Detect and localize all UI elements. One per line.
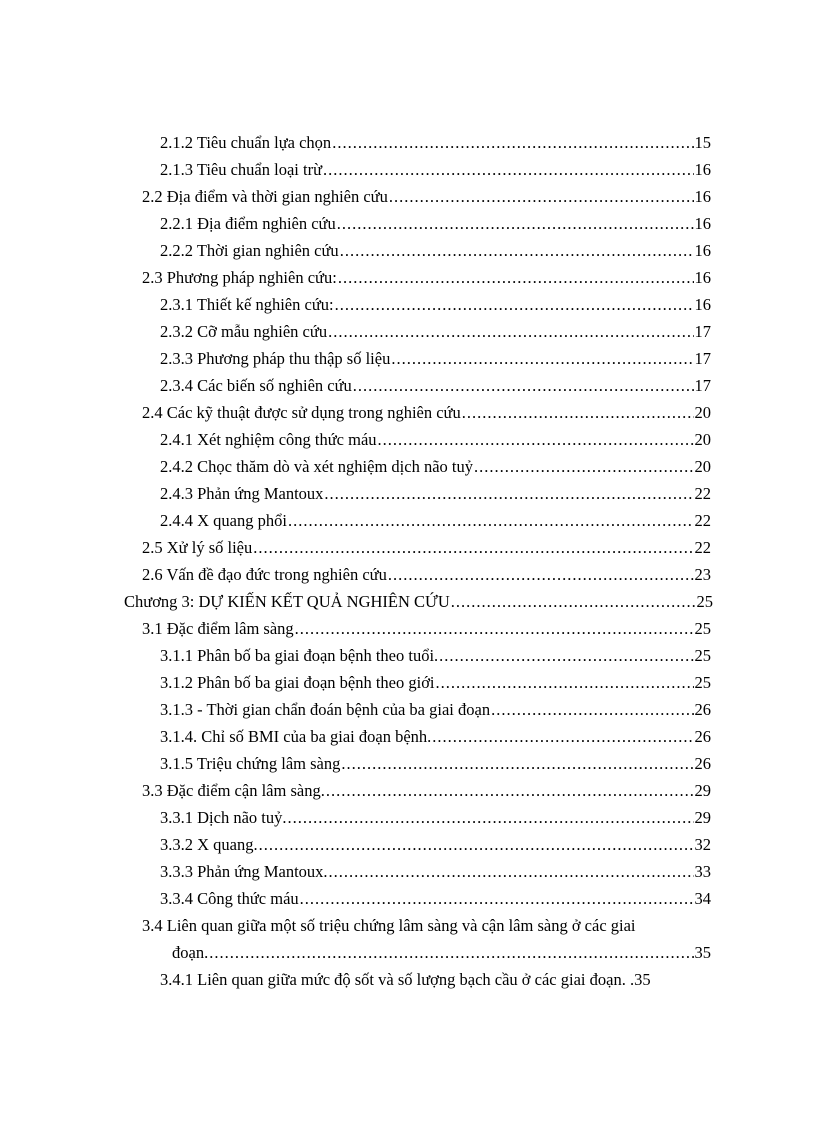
toc-page-number: 17 — [694, 349, 711, 368]
toc-dot-leader — [388, 565, 694, 585]
toc-dot-leader — [391, 349, 693, 369]
toc-entry — [160, 970, 711, 990]
toc-dot-leader — [300, 889, 694, 909]
toc-page-number: 22 — [694, 538, 711, 557]
toc-dot-leader — [328, 322, 693, 342]
toc-page-number: 20 — [694, 457, 711, 476]
toc-page-number: 22 — [694, 484, 711, 503]
toc-entry-label: 3.3.3 Phản ứng Mantoux. — [160, 862, 328, 881]
toc-entry — [160, 241, 711, 261]
toc-entry — [160, 835, 711, 855]
toc-page-number: 22 — [694, 511, 711, 530]
toc-dot-leader — [259, 835, 694, 855]
toc-dot-leader — [378, 430, 694, 450]
toc-entry-label: đoạn. — [172, 943, 209, 962]
toc-page-number: 16 — [694, 295, 711, 314]
toc-page-number: 26 — [694, 754, 711, 773]
toc-entry — [160, 376, 711, 396]
toc-entry-label: 2.4.3 Phản ứng Mantoux — [160, 484, 324, 503]
toc-entry — [142, 403, 711, 423]
toc-entry-label: 3.1.4. Chỉ số BMI của ba giai đoạn bệnh. — [160, 727, 432, 746]
toc-entry — [160, 484, 711, 504]
toc-page-number: 32 — [694, 835, 711, 854]
toc-dot-leader — [323, 160, 693, 180]
toc-entry — [160, 862, 711, 882]
toc-entry-label: 3.3 Đặc điểm cận lâm sàng. — [142, 781, 325, 800]
toc-entry — [160, 295, 711, 315]
toc-entry — [160, 322, 711, 342]
toc-page-number: 26 — [694, 700, 711, 719]
toc-dot-leader — [389, 187, 694, 207]
toc-entry-label: 2.2 Địa điểm và thời gian nghiên cứu — [142, 187, 388, 206]
toc-dot-leader — [462, 403, 694, 423]
toc-page-number: 17 — [694, 376, 711, 395]
toc-entry — [160, 808, 711, 828]
toc-page-number: 15 — [694, 133, 711, 152]
toc-dot-leader — [338, 268, 694, 288]
toc-entry-label: 3.1.3 - Thời gian chẩn đoán bệnh của ba giai đoạn — [160, 700, 491, 719]
toc-entry-label: 2.6 Vấn đề đạo đức trong nghiên cứu — [142, 565, 387, 584]
toc-entry-label: 2.3.1 Thiết kế nghiên cứu: — [160, 295, 334, 314]
toc-dot-leader — [353, 376, 694, 396]
toc-entry-wrapped-line: 3.4 Liên quan giữa một số triệu chứng lâm sàng và cận lâm sàng ở các giai — [142, 916, 636, 935]
toc-entry-label: 2.1.2 Tiêu chuẩn lựa chọn — [160, 133, 332, 152]
toc-entry-label: 2.4 Các kỹ thuật được sử dụng trong nghiên cứu — [142, 403, 461, 422]
toc-page-number: 34 — [694, 889, 711, 908]
toc-entry-label: 2.3.3 Phương pháp thu thập số liệu — [160, 349, 391, 368]
toc-entry-label: 2.3.4 Các biến số nghiên cứu — [160, 376, 352, 395]
toc-page-number: 29 — [694, 808, 711, 827]
toc-dot-leader — [324, 484, 693, 504]
toc-entry-label: 3.3.4 Công thức máu — [160, 889, 299, 908]
toc-entry-label: 3.1.2 Phân bố ba giai đoạn bệnh theo giới — [160, 673, 435, 692]
toc-entry — [142, 187, 711, 207]
toc-dot-leader — [436, 673, 694, 693]
toc-entry-label: 3.1 Đặc điểm lâm sàng — [142, 619, 294, 638]
toc-entry-label: 2.4.2 Chọc thăm dò và xét nghiệm dịch não tuỷ — [160, 457, 473, 476]
toc-entry-label: Chương 3: DỰ KIẾN KẾT QUẢ NGHIÊN CỨU — [124, 592, 450, 611]
toc-entry — [142, 781, 711, 801]
toc-entry — [160, 727, 711, 747]
toc-page-number: 23 — [694, 565, 711, 584]
toc-dot-leader — [326, 781, 694, 801]
toc-dot-leader — [451, 592, 696, 612]
toc-dot-leader — [295, 619, 694, 639]
toc-entry — [160, 457, 711, 477]
toc-entry-label: 3.3.1 Dịch não tuỷ. — [160, 808, 287, 827]
toc-entry — [160, 214, 711, 234]
toc-dot-leader — [209, 943, 693, 963]
toc-page-number: 33 — [694, 862, 711, 881]
toc-entry — [160, 700, 711, 720]
toc-entry — [142, 565, 711, 585]
toc-entry — [160, 160, 711, 180]
toc-dot-leader — [337, 214, 694, 234]
toc-page-number: 25 — [696, 592, 713, 611]
toc-entry — [160, 133, 711, 153]
toc-page-number: 17 — [694, 322, 711, 341]
toc-page-number: 16 — [694, 268, 711, 287]
toc-page-number: 29 — [694, 781, 711, 800]
toc-dot-leader — [439, 646, 693, 666]
toc-page-number: 25 — [694, 673, 711, 692]
toc-entry — [160, 889, 711, 909]
toc-dot-leader — [332, 133, 693, 153]
toc-entry — [160, 349, 711, 369]
toc-entry — [142, 619, 711, 639]
toc-entry — [160, 646, 711, 666]
toc-entry-label: 2.4.1 Xét nghiệm công thức máu — [160, 430, 377, 449]
toc-entry-label: 2.3.2 Cỡ mẫu nghiên cứu — [160, 322, 328, 341]
toc-entry-label: 2.4.4 X quang phổi — [160, 511, 287, 530]
toc-entry-label: 3.3.2 X quang. — [160, 835, 258, 854]
toc-entry-label: 3.1.5 Triệu chứng lâm sàng — [160, 754, 341, 773]
toc-page-number: 25 — [694, 646, 711, 665]
toc-dot-leader — [253, 538, 693, 558]
toc-page-number: 25 — [694, 619, 711, 638]
toc-entry-continuation — [172, 943, 711, 963]
toc-dot-leader — [491, 700, 693, 720]
toc-dot-leader — [432, 727, 693, 747]
toc-dot-leader — [288, 511, 694, 531]
toc-dot-leader — [329, 862, 694, 882]
toc-entry — [160, 673, 711, 693]
toc-page-number: 16 — [694, 241, 711, 260]
toc-dot-leader — [287, 808, 693, 828]
toc-entry — [142, 268, 711, 288]
toc-page-number: 35 — [694, 943, 711, 962]
toc-entry — [160, 430, 711, 450]
toc-dot-leader — [474, 457, 694, 477]
toc-dot-leader — [340, 241, 694, 261]
toc-page-number: 20 — [694, 430, 711, 449]
toc-chapter-entry — [124, 592, 713, 612]
toc-entry-label: 3.4.1 Liên quan giữa mức độ sốt và số lượng bạch cầu ở các giai đoạn. . — [160, 970, 635, 989]
toc-entry — [160, 511, 711, 531]
toc-page-number: 16 — [694, 214, 711, 233]
toc-dot-leader — [341, 754, 693, 774]
toc-entry-label: 2.2.1 Địa điểm nghiên cứu — [160, 214, 336, 233]
toc-entry-label: 3.1.1 Phân bố ba giai đoạn bệnh theo tuổi. — [160, 646, 439, 665]
toc-entry — [160, 754, 711, 774]
toc-page-number: 26 — [694, 727, 711, 746]
toc-entry — [142, 538, 711, 558]
toc-entry-label: 2.3 Phương pháp nghiên cứu: — [142, 268, 337, 287]
toc-entry-label: 2.2.2 Thời gian nghiên cứu — [160, 241, 339, 260]
toc-page-number: 35 — [634, 970, 651, 989]
toc-page-number: 20 — [694, 403, 711, 422]
toc-page-number: 16 — [694, 187, 711, 206]
toc-dot-leader — [335, 295, 694, 315]
toc-entry-label: 2.1.3 Tiêu chuẩn loại trừ — [160, 160, 323, 179]
toc-page-number: 16 — [694, 160, 711, 179]
toc-entry-label: 2.5 Xử lý số liệu — [142, 538, 253, 557]
